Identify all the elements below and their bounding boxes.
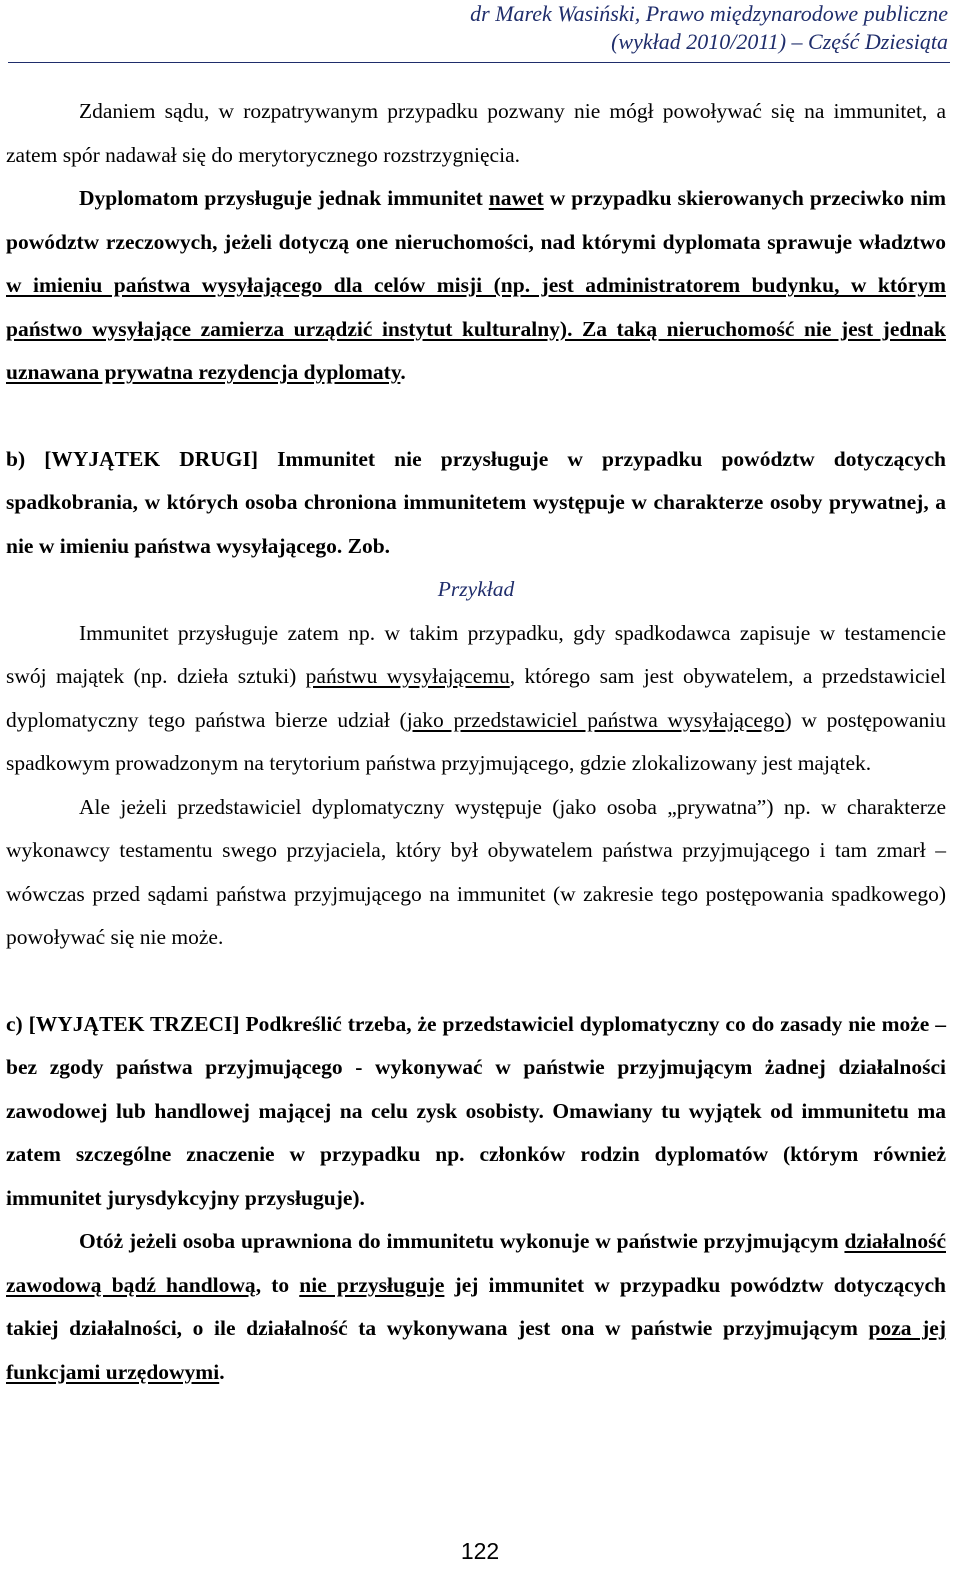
paragraph-commercial-activity — [6, 1220, 946, 1394]
text-run: w przypadku skierowanych przeciwko nim powództw rzeczowych, jeżeli dotyczą one nieruchomości, nad którymi dyplomata sprawuje władztwo — [6, 186, 946, 254]
underlined-text: poza jej funkcjami urzędowymi — [6, 1316, 946, 1384]
header-line-2: (wykład 2010/2011) – Część Dziesiąta — [611, 29, 948, 54]
header-divider — [8, 62, 950, 63]
paragraph-exception-two: b) [WYJĄTEK DRUGI] Immunitet nie przysługuje w przypadku powództw dotyczących spadkobrania, w których osoba chroniona immunitetem występuje w charakterze osoby prywatnej, a nie w imieniu państwa wysyłającego. Zob. — [6, 446, 946, 558]
text-run: , którego sam jest obywatelem, a przedstawiciel dyplomatyczny tego państwa bierze udział ( — [6, 664, 946, 732]
text-run: . — [219, 1359, 225, 1384]
spacer — [6, 395, 946, 438]
underlined-text: nawet — [488, 186, 544, 210]
text-run: jej immunitet w przypadku powództw dotyczących takiej działalności, o ile działalność ta wykonywana jest ona w państwie przyjmującym — [6, 1272, 946, 1340]
text-run: . — [400, 360, 406, 384]
example-heading: Przykład — [437, 577, 515, 601]
paragraph-private-executor: Ale jeżeli przedstawiciel dyplomatyczny występuje (jako osoba „prywatna”) np. w charakterze wykonawcy testamentu swego przyjaciela, który był obywatelem państwa przyjmującego i tam zmarł – wówczas przed sądami państwa przyjmującego na immunitet (w zakresie tego postępowania spadkowego) powoływać się nie może. — [6, 794, 946, 949]
text-run: ) w postępowaniu spadkowym prowadzonym na terytorium państwa przyjmującego, gdzie zlokalizowany jest majątek. — [6, 707, 946, 775]
underlined-text: nie przysługuje — [299, 1272, 445, 1297]
page-number: 122 — [460, 1538, 500, 1564]
paragraph-example-inheritance — [6, 612, 946, 786]
text-run: Immunitet przysługuje zatem np. w takim przypadku, gdy spadkodawca zapisuje w testamencie swój majątek (np. dzieła sztuki) — [6, 620, 946, 688]
text-run: Dyplomatom przysługuje jednak immunitet — [79, 186, 489, 210]
spacer — [6, 960, 946, 1003]
underlined-text: jako przedstawiciel państwa wysyłającego — [406, 707, 785, 732]
paragraph-exception-three: c) [WYJĄTEK TRZECI] Podkreślić trzeba, że przedstawiciel dyplomatyczny co do zasady nie może – bez zgody państwa przyjmującego - wykonywać w państwie przyjmującym żadnej działalności zawodowej lub handlowej mającej na celu zysk osobisty. Omawiany tu wyjątek od immunitetu ma zatem szczególne znaczenie w przypadku np. członków rodzin dyplomatów (którym również immunitet jurysdykcyjny przysługuje). — [6, 1011, 946, 1210]
text-run: , to — [255, 1272, 300, 1297]
header-line-1: dr Marek Wasiński, Prawo międzynarodowe publiczne — [470, 1, 948, 26]
underlined-text: w imieniu państwa wysyłającego dla celów misji (np. jest administratorem budynku, w którym państwo wysyłające zamierza urządzić instytut kulturalny). Za taką nieruchomość nie jest jednak uznawana prywatna rezydencja dyplomaty — [6, 273, 946, 384]
underlined-text: działalność zawodową bądź handlową — [6, 1229, 946, 1297]
underlined-text: państwu wysyłającemu — [305, 664, 510, 688]
paragraph-diplomat-immunity — [6, 177, 946, 395]
paragraph-court-opinion: Zdaniem sądu, w rozpatrywanym przypadku pozwany nie mógł powoływać się na immunitet, a zatem spór nadawał się do merytorycznego rozstrzygnięcia. — [6, 99, 946, 167]
text-run: Otóż jeżeli osoba uprawniona do immunitetu wykonuje w państwie przyjmującym — [79, 1229, 845, 1253]
page-body — [6, 90, 946, 1394]
running-header — [228, 0, 948, 56]
